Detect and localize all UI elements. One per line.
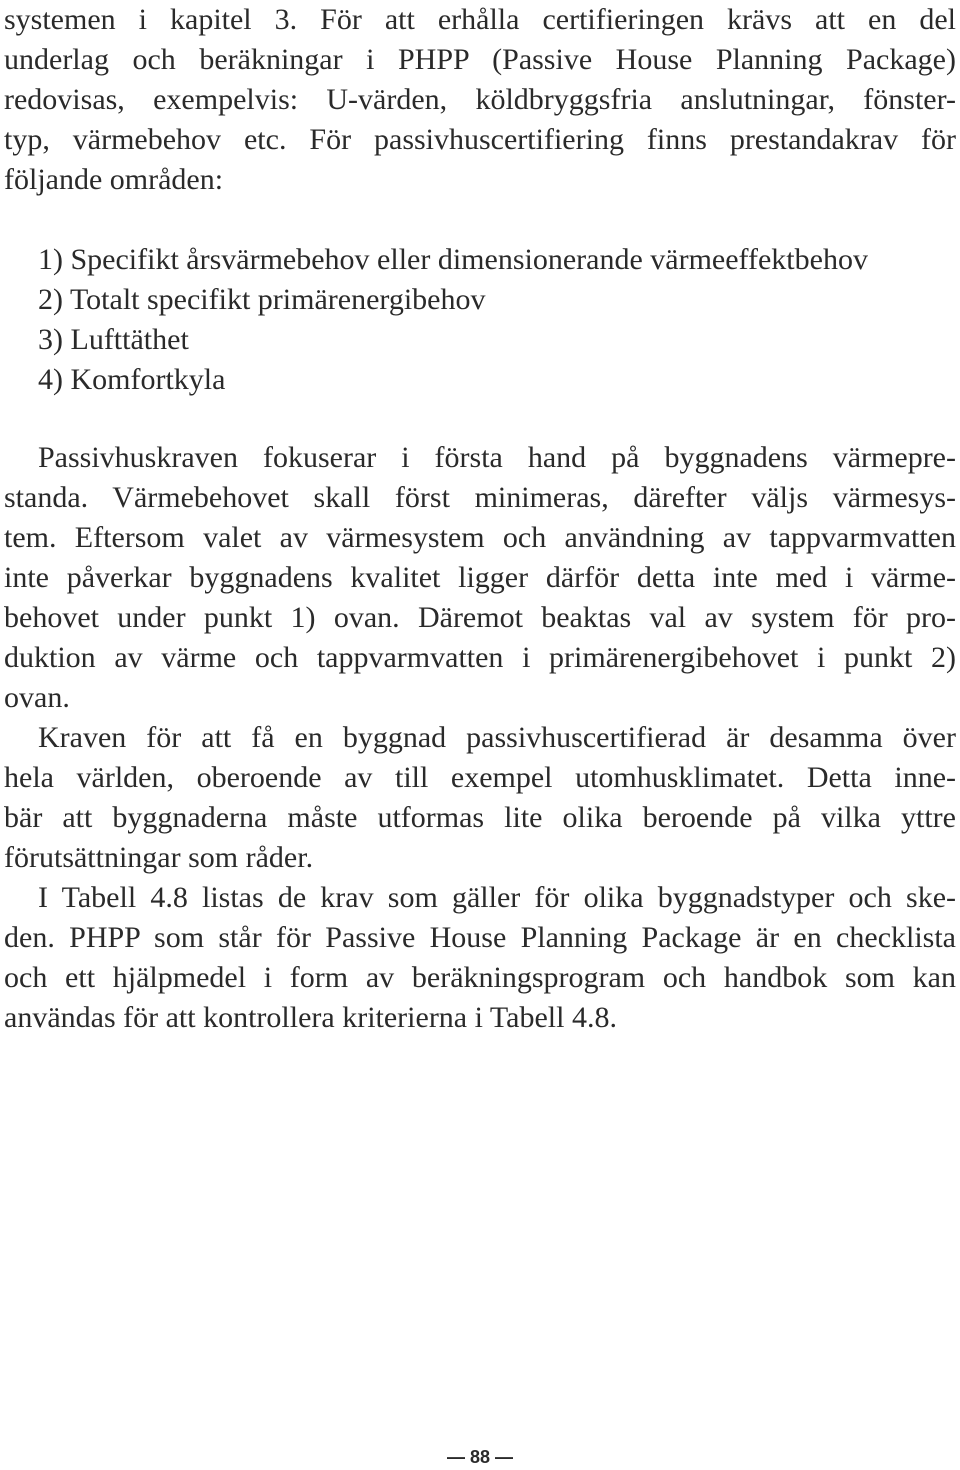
list-item: 4) Komfortkyla [38, 363, 226, 396]
page-number: — 88 — [446, 1447, 514, 1467]
text-line: underlag och beräkningar i PHPP (Passive House Planning Package) [4, 43, 956, 76]
list-item: 3) Lufttäthet [38, 323, 189, 356]
text-line: redovisas, exempelvis: U-värden, köldbryggsfria anslutningar, fönster- [4, 83, 956, 116]
text-line: duktion av värme och tappvarmvatten i primärenergibehovet i punkt 2) [4, 641, 956, 674]
text-line: I Tabell 4.8 listas de krav som gäller för olika byggnadstyper och ske- [38, 881, 956, 914]
text-line: systemen i kapitel 3. För att erhålla certifieringen krävs att en del [4, 3, 956, 36]
text-line: hela världen, oberoende av till exempel utomhusklimatet. Detta inne- [4, 761, 956, 794]
text-line: Passivhuskraven fokuserar i första hand på byggnadens värmepre- [38, 441, 956, 474]
list-item: 2) Totalt specifikt primärenergibehov [38, 283, 486, 316]
text-line: typ, värmebehov etc. För passivhuscertifiering finns prestandakrav för [4, 123, 956, 156]
text-line: inte påverkar byggnadens kvalitet ligger därför detta inte med i värme- [4, 561, 956, 594]
requirements-list [38, 240, 868, 400]
text-line: tem. Eftersom valet av värmesystem och användning av tappvarmvatten [4, 521, 956, 554]
intro-paragraph [4, 0, 956, 200]
focus-paragraph [4, 438, 956, 718]
text-line: ovan. [4, 681, 70, 714]
world-paragraph [4, 718, 956, 878]
text-line: förutsättningar som råder. [4, 841, 314, 874]
text-line: användas för att kontrollera kriterierna i Tabell 4.8. [4, 1001, 617, 1034]
text-line: bär att byggnaderna måste utformas lite olika beroende på vilka yttre [4, 801, 956, 834]
text-line: Kraven för att få en byggnad passivhuscertifierad är desamma över [38, 721, 956, 754]
text-line: standa. Värmebehovet skall först minimeras, därefter väljs värmesys- [4, 481, 956, 514]
text-line: och ett hjälpmedel i form av beräkningsprogram och handbok som kan [4, 961, 956, 994]
text-line: behovet under punkt 1) ovan. Däremot beaktas val av system för pro- [4, 601, 956, 634]
text-line: följande områden: [4, 163, 224, 196]
text-line: den. PHPP som står för Passive House Planning Package är en checklista [4, 921, 956, 954]
table-reference-paragraph [4, 878, 956, 1038]
list-item: 1) Specifikt årsvärmebehov eller dimensionerande värmeeffektbehov [38, 243, 868, 276]
